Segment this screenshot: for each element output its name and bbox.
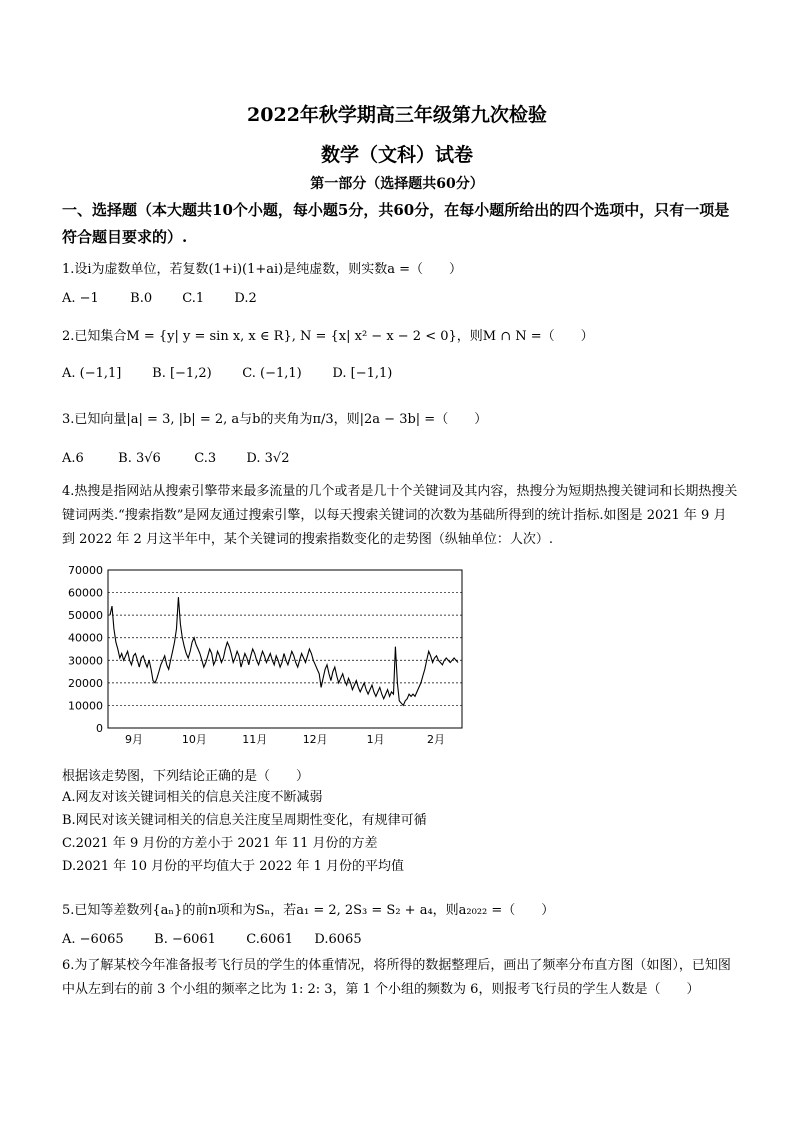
y-tick-label: 60000 — [68, 586, 103, 600]
q3-option-b: B. 3√6 — [118, 451, 161, 466]
q5-option-b: B. −6061 — [154, 932, 216, 947]
x-tick-label: 11月 — [242, 733, 268, 746]
q4-question: 根据该走势图，下列结论正确的是（ ） — [62, 769, 310, 784]
y-tick-label: 40000 — [68, 631, 103, 645]
q4-option-a: A.网友对该关键词相关的信息关注度不断减弱 — [62, 790, 323, 805]
x-tick-label: 12月 — [302, 733, 328, 746]
q1-stem: 1.设i为虚数单位，若复数(1+i)(1+ai)是纯虚数，则实数a =（ ） — [62, 262, 463, 277]
q2-option-d: D. [−1,1) — [332, 366, 393, 381]
y-tick-label: 30000 — [68, 654, 103, 668]
q1-option-c: C.1 — [182, 291, 205, 306]
q1-option-d: D.2 — [234, 291, 257, 306]
q2-option-a: A. (−1,1] — [62, 366, 122, 381]
x-tick-label: 10月 — [181, 733, 207, 746]
q3-option-c: C.3 — [194, 451, 217, 466]
y-tick-label: 20000 — [68, 676, 103, 690]
q4-option-b: B.网民对该关键词相关的信息关注度呈周期性变化，有规律可循 — [62, 813, 427, 828]
search-index-chart — [62, 562, 472, 752]
q1-options — [62, 291, 257, 306]
chart-series-line — [110, 597, 458, 705]
q4-option-d: D.2021 年 10 月份的平均值大于 2022 年 1 月份的平均值 — [62, 859, 404, 874]
chart-x-axis — [125, 733, 445, 746]
q2-option-b: B. [−1,2) — [152, 366, 212, 381]
chart-y-axis — [68, 564, 103, 735]
q3-option-a: A.6 — [62, 451, 84, 466]
q3-stem: 3.已知向量|a| = 3, |b| = 2, a与b的夹角为π/3，则|2a − 3b| =（ ） — [62, 412, 488, 427]
q2-stem: 2.已知集合M = {y| y = sin x, x ∈ R}, N = {x| x² − x − 2 < 0}，则M ∩ N =（ ） — [62, 329, 594, 344]
exam-subtitle: 数学（文科）试卷 — [320, 144, 473, 166]
q2-option-c: C. (−1,1) — [242, 366, 302, 381]
q4-options — [62, 786, 427, 878]
q4-stem: 4.热搜是指网站从搜索引擎带来最多流量的几个或者是几十个关键词及其内容，热搜分为短期热搜关键词和长期热搜关键词两类.“搜索指数”是网友通过搜索引擎，以每天搜索关键词的次数为基础所得到的统计指标.如图是 2021 年 9 月到 2022 年 2 月这半年中，某个关键词的搜索指数变化的走势图（纵轴单位：人次）. — [62, 484, 738, 547]
x-tick-label: 9月 — [125, 733, 143, 746]
x-tick-label: 2月 — [427, 733, 445, 746]
q2-options — [62, 366, 392, 381]
q5-options — [62, 932, 362, 947]
q5-option-d: D.6065 — [314, 932, 362, 947]
exam-title: 2022年秋学期高三年级第九次检验 — [247, 104, 547, 126]
q5-stem: 5.已知等差数列{aₙ}的前n项和为Sₙ，若a₁ = 2, 2S₃ = S₂ + a₄，则a₂₀₂₂ =（ ） — [62, 903, 555, 918]
y-tick-label: 0 — [96, 722, 103, 735]
q5-option-c: C.6061 — [246, 932, 293, 947]
section-heading: 一、选择题（本大题共10个小题，每小题5分，共60分，在每小题所给出的四个选项中，只有一项是符合题目要求的）. — [62, 201, 730, 246]
chart-gridlines — [108, 593, 462, 706]
q3-options — [62, 451, 289, 466]
y-tick-label: 70000 — [68, 564, 103, 577]
q1-option-a: A. −1 — [62, 291, 99, 306]
q1-option-b: B.0 — [130, 291, 153, 306]
y-tick-label: 10000 — [68, 699, 103, 713]
q4-option-c: C.2021 年 9 月份的方差小于 2021 年 11 月份的方差 — [62, 836, 378, 851]
q5-option-a: A. −6065 — [62, 932, 124, 947]
part-heading: 第一部分（选择题共60分） — [310, 176, 484, 192]
q6-stem: 6.为了解某校今年准备报考飞行员的学生的体重情况，将所得的数据整理后，画出了频率分布直方图（如图），已知图中从左到右的前 3 个小组的频率之比为 1: 2: 3，第 1 个小组的频数为 6，则报考飞行员的学生人数是（ ） — [62, 958, 731, 997]
y-tick-label: 50000 — [68, 609, 103, 623]
q3-option-d: D. 3√2 — [246, 451, 290, 466]
chart-plot-frame — [108, 570, 462, 728]
x-tick-label: 1月 — [366, 733, 385, 746]
